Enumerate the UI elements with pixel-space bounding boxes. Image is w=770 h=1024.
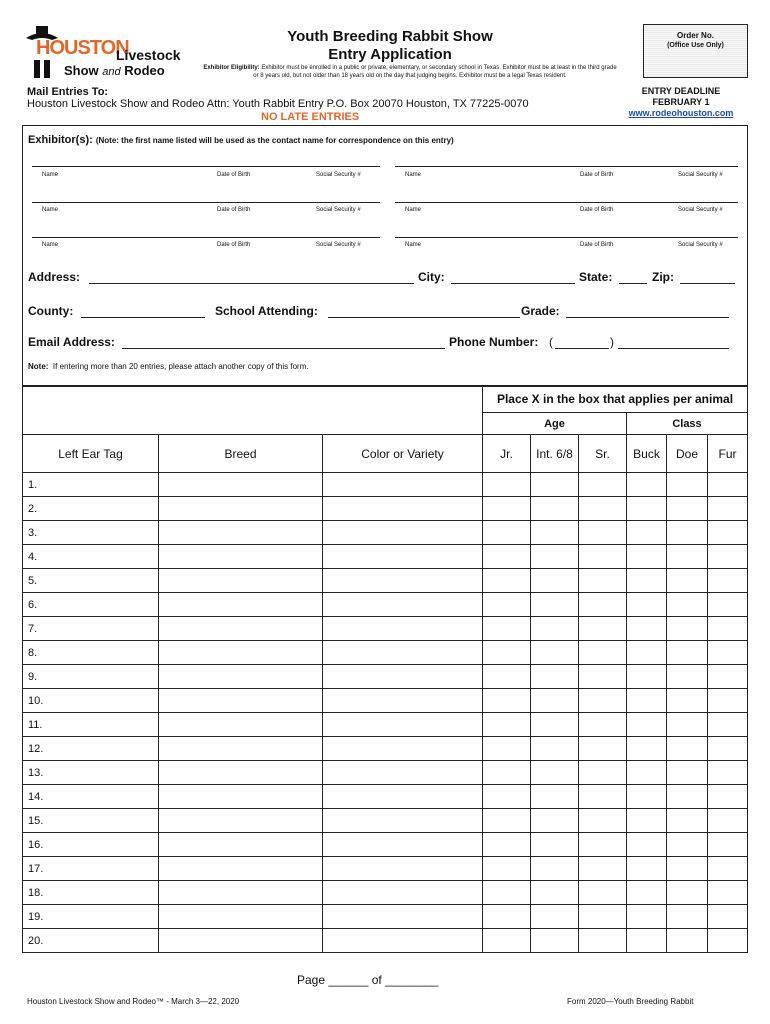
label-name: Name	[42, 242, 59, 248]
entry-cell[interactable]	[323, 905, 483, 929]
entry-cell[interactable]	[159, 665, 323, 689]
entry-cell[interactable]	[483, 473, 531, 497]
entry-cell[interactable]	[483, 617, 531, 641]
entry-cell[interactable]	[159, 521, 323, 545]
entry-cell[interactable]	[667, 857, 708, 881]
entry-cell[interactable]	[159, 881, 323, 905]
entry-cell[interactable]	[627, 641, 667, 665]
entry-cell[interactable]	[323, 473, 483, 497]
email-label: Email Address:	[28, 335, 115, 349]
entry-cell[interactable]	[667, 593, 708, 617]
entry-cell[interactable]	[531, 785, 579, 809]
entry-cell[interactable]	[627, 905, 667, 929]
school-field[interactable]	[328, 317, 520, 318]
mail-heading: Mail Entries To:	[27, 86, 109, 98]
entry-cell[interactable]	[708, 689, 748, 713]
entry-cell[interactable]	[627, 929, 667, 953]
entry-cell[interactable]	[483, 785, 531, 809]
entry-cell[interactable]	[579, 857, 627, 881]
entry-cell[interactable]	[708, 497, 748, 521]
entry-cell[interactable]	[323, 497, 483, 521]
label-dob: Date of Birth	[217, 207, 251, 213]
entry-cell[interactable]	[667, 545, 708, 569]
entry-cell[interactable]	[483, 857, 531, 881]
entry-cell[interactable]	[667, 881, 708, 905]
eligibility-text: Exhibitor Eligibility: Exhibitor must be enrolled in a public or private, elementary, or secondary school in Texas. Exhibitor must be at least in the third grade or 8 years old, but not older than 18 years old on the day that judging begins. Exhibitor must be a legal Texas resident.	[203, 65, 617, 79]
entry-cell[interactable]	[159, 929, 323, 953]
entry-cell[interactable]	[323, 737, 483, 761]
table-row	[23, 929, 748, 953]
row-number[interactable]: 13.	[23, 761, 159, 785]
entry-cell[interactable]	[627, 737, 667, 761]
no-late-entries: NO LATE ENTRIES	[261, 111, 360, 123]
age-header: Age	[483, 413, 627, 435]
entry-cell[interactable]	[531, 713, 579, 737]
table-row	[23, 473, 748, 497]
exhibitor-1-line[interactable]	[32, 166, 380, 167]
logo-houston: HOUSTON	[36, 37, 129, 59]
row-number[interactable]: 20.	[23, 929, 159, 953]
entry-cell[interactable]	[627, 713, 667, 737]
entry-cell[interactable]	[579, 545, 627, 569]
entry-cell[interactable]	[667, 473, 708, 497]
entry-cell[interactable]	[323, 761, 483, 785]
label-ssn: Social Security #	[678, 207, 723, 213]
entry-cell[interactable]	[627, 569, 667, 593]
col-doe: Doe	[667, 435, 708, 473]
entry-cell[interactable]	[323, 641, 483, 665]
city-label: City:	[418, 270, 445, 284]
row-number[interactable]: 7.	[23, 617, 159, 641]
entry-cell[interactable]	[579, 785, 627, 809]
label-name: Name	[42, 207, 59, 213]
logo-livestock: Livestock	[116, 47, 181, 63]
table-row	[23, 617, 748, 641]
label-dob: Date of Birth	[580, 207, 614, 213]
exhibitor-6-line[interactable]	[395, 237, 738, 238]
entry-cell[interactable]	[531, 617, 579, 641]
entry-cell[interactable]	[667, 617, 708, 641]
label-dob: Date of Birth	[217, 242, 251, 248]
label-ssn: Social Security #	[316, 172, 361, 178]
entry-cell[interactable]	[708, 593, 748, 617]
entry-cell[interactable]	[159, 785, 323, 809]
county-field[interactable]	[81, 317, 205, 318]
entry-cell[interactable]	[531, 857, 579, 881]
page-of: Page ______ of ________	[297, 973, 439, 987]
row-number[interactable]: 17.	[23, 857, 159, 881]
entry-cell[interactable]	[159, 473, 323, 497]
entry-cell[interactable]	[483, 737, 531, 761]
mail-address: Houston Livestock Show and Rodeo Attn: Youth Rabbit Entry P.O. Box 20070 Houston, TX 77225-0070	[27, 98, 529, 110]
table-row	[23, 857, 748, 881]
entries-note: Note: If entering more than 20 entries, please attach another copy of this form.	[28, 362, 309, 371]
label-name: Name	[405, 172, 422, 178]
entry-cell[interactable]	[708, 809, 748, 833]
entry-cell[interactable]	[579, 617, 627, 641]
row-number[interactable]: 14.	[23, 785, 159, 809]
entry-cell[interactable]	[667, 761, 708, 785]
row-number[interactable]: 10.	[23, 689, 159, 713]
phone-paren: )	[610, 335, 614, 349]
entry-cell[interactable]	[667, 665, 708, 689]
entry-cell[interactable]	[323, 665, 483, 689]
entry-cell[interactable]	[531, 569, 579, 593]
entry-cell[interactable]	[627, 593, 667, 617]
exhibitors-heading: Exhibitor(s): (Note: the first name listed will be used as the contact name for correspondence on this entry)	[28, 134, 454, 146]
entry-cell[interactable]	[579, 737, 627, 761]
entry-cell[interactable]	[531, 641, 579, 665]
label-name: Name	[405, 242, 422, 248]
footer-right: Form 2020—Youth Breeding Rabbit	[567, 997, 694, 1006]
website-link[interactable]: www.rodeohouston.com	[628, 108, 734, 118]
entry-cell[interactable]	[531, 881, 579, 905]
row-number[interactable]: 5.	[23, 569, 159, 593]
row-number[interactable]: 19.	[23, 905, 159, 929]
entry-cell[interactable]	[667, 737, 708, 761]
page-title: Youth Breeding Rabbit Show Entry Application	[287, 28, 493, 63]
logo-show-rodeo: Show and Rodeo	[64, 63, 165, 78]
entry-cell[interactable]	[531, 737, 579, 761]
entry-cell[interactable]	[483, 713, 531, 737]
entry-cell[interactable]	[531, 929, 579, 953]
row-number[interactable]: 3.	[23, 521, 159, 545]
entry-cell[interactable]	[667, 497, 708, 521]
table-row	[23, 521, 748, 545]
entry-cell[interactable]	[667, 713, 708, 737]
zip-label: Zip:	[652, 270, 674, 284]
entry-cell[interactable]	[667, 905, 708, 929]
table-row	[23, 905, 748, 929]
entry-cell[interactable]	[531, 473, 579, 497]
entry-cell[interactable]	[159, 593, 323, 617]
col-int: Int. 6/8	[531, 435, 579, 473]
table-row	[23, 881, 748, 905]
entry-cell[interactable]	[159, 569, 323, 593]
col-left-ear-tag: Left Ear Tag	[23, 435, 159, 473]
entry-cell[interactable]	[708, 737, 748, 761]
table-row	[23, 665, 748, 689]
entry-cell[interactable]	[531, 761, 579, 785]
phone-label: Phone Number:	[449, 335, 539, 349]
entry-cell[interactable]	[708, 545, 748, 569]
row-number[interactable]: 9.	[23, 665, 159, 689]
entry-cell[interactable]	[531, 593, 579, 617]
entry-cell[interactable]	[531, 833, 579, 857]
entry-cell[interactable]	[708, 569, 748, 593]
entry-cell[interactable]	[483, 809, 531, 833]
entry-cell[interactable]	[531, 905, 579, 929]
entry-cell[interactable]	[579, 833, 627, 857]
col-color-variety: Color or Variety	[323, 435, 483, 473]
entry-cell[interactable]	[579, 665, 627, 689]
entry-cell[interactable]	[579, 905, 627, 929]
entry-deadline: ENTRY DEADLINE FEBRUARY 1 www.rodeohouston.com	[616, 86, 746, 119]
entry-cell[interactable]	[579, 809, 627, 833]
table-row	[23, 545, 748, 569]
entry-cell[interactable]	[323, 521, 483, 545]
label-dob: Date of Birth	[580, 242, 614, 248]
entries-table	[22, 385, 748, 953]
order-number-box: Order No. (Office Use Only)	[643, 24, 748, 78]
entry-cell[interactable]	[483, 593, 531, 617]
entry-cell[interactable]	[627, 545, 667, 569]
label-dob: Date of Birth	[217, 172, 251, 178]
entry-cell[interactable]	[708, 641, 748, 665]
entry-cell[interactable]	[159, 497, 323, 521]
entry-cell[interactable]	[708, 833, 748, 857]
label-ssn: Social Security #	[316, 242, 361, 248]
entry-cell[interactable]	[667, 689, 708, 713]
entry-cell[interactable]	[708, 881, 748, 905]
exhibitor-4-line[interactable]	[395, 202, 738, 203]
entry-cell[interactable]	[667, 929, 708, 953]
entry-cell[interactable]	[627, 665, 667, 689]
entry-cell[interactable]	[531, 665, 579, 689]
entry-cell[interactable]	[708, 665, 748, 689]
row-number[interactable]: 8.	[23, 641, 159, 665]
grade-label: Grade:	[521, 304, 560, 318]
entry-cell[interactable]	[708, 929, 748, 953]
col-sr: Sr.	[579, 435, 627, 473]
entry-cell[interactable]	[579, 641, 627, 665]
entry-cell[interactable]	[323, 569, 483, 593]
entry-cell[interactable]	[323, 809, 483, 833]
entry-cell[interactable]	[531, 689, 579, 713]
table-row	[23, 833, 748, 857]
col-breed: Breed	[159, 435, 323, 473]
entry-cell[interactable]	[579, 689, 627, 713]
entry-cell[interactable]	[667, 521, 708, 545]
entry-cell[interactable]	[708, 617, 748, 641]
entry-cell[interactable]	[323, 689, 483, 713]
entry-cell[interactable]	[483, 665, 531, 689]
entry-cell[interactable]	[708, 521, 748, 545]
entry-cell[interactable]	[627, 833, 667, 857]
entry-cell[interactable]	[627, 761, 667, 785]
city-field[interactable]	[451, 283, 575, 284]
state-field[interactable]	[619, 283, 647, 284]
entry-cell[interactable]	[159, 761, 323, 785]
entry-cell[interactable]	[483, 641, 531, 665]
entry-cell[interactable]	[627, 521, 667, 545]
entry-cell[interactable]	[627, 809, 667, 833]
row-number[interactable]: 1.	[23, 473, 159, 497]
exhibitor-5-line[interactable]	[32, 237, 380, 238]
entry-cell[interactable]	[579, 497, 627, 521]
entry-cell[interactable]	[323, 833, 483, 857]
row-number[interactable]: 16.	[23, 833, 159, 857]
table-row	[23, 593, 748, 617]
entry-cell[interactable]	[579, 881, 627, 905]
table-row	[23, 761, 748, 785]
entry-cell[interactable]	[708, 905, 748, 929]
table-row	[23, 737, 748, 761]
entry-cell[interactable]	[323, 857, 483, 881]
entry-cell[interactable]	[159, 641, 323, 665]
entry-cell[interactable]	[627, 473, 667, 497]
entry-cell[interactable]	[627, 617, 667, 641]
entry-cell[interactable]	[159, 617, 323, 641]
col-buck: Buck	[627, 435, 667, 473]
entry-cell[interactable]	[667, 569, 708, 593]
entry-cell[interactable]	[531, 545, 579, 569]
row-number[interactable]: 12.	[23, 737, 159, 761]
row-number[interactable]: 18.	[23, 881, 159, 905]
entry-cell[interactable]	[159, 713, 323, 737]
entry-cell[interactable]	[579, 521, 627, 545]
entry-cell[interactable]	[579, 473, 627, 497]
row-number[interactable]: 4.	[23, 545, 159, 569]
entry-cell[interactable]	[483, 833, 531, 857]
entry-cell[interactable]	[159, 545, 323, 569]
county-label: County:	[28, 304, 74, 318]
table-row	[23, 569, 748, 593]
entry-cell[interactable]	[323, 617, 483, 641]
entry-cell[interactable]	[627, 689, 667, 713]
entry-cell[interactable]	[708, 761, 748, 785]
entry-cell[interactable]	[483, 545, 531, 569]
row-number[interactable]: 6.	[23, 593, 159, 617]
zip-field[interactable]	[680, 283, 735, 284]
entry-cell[interactable]	[483, 569, 531, 593]
entry-cell[interactable]	[627, 857, 667, 881]
entry-cell[interactable]	[708, 857, 748, 881]
row-number[interactable]: 15.	[23, 809, 159, 833]
entry-cell[interactable]	[159, 737, 323, 761]
hlsr-logo	[22, 20, 181, 82]
entry-cell[interactable]	[483, 881, 531, 905]
entry-cell[interactable]	[667, 809, 708, 833]
entry-cell[interactable]	[667, 641, 708, 665]
entry-cell[interactable]	[667, 833, 708, 857]
entry-cell[interactable]	[323, 713, 483, 737]
entry-cell[interactable]	[708, 785, 748, 809]
label-name: Name	[405, 207, 422, 213]
entry-cell[interactable]	[627, 497, 667, 521]
label-ssn: Social Security #	[316, 207, 361, 213]
entry-cell[interactable]	[483, 905, 531, 929]
label-name: Name	[42, 172, 59, 178]
table-row	[23, 497, 748, 521]
entry-cell[interactable]	[323, 881, 483, 905]
phone-number-field[interactable]	[618, 348, 729, 349]
instruction-header: Place X in the box that applies per animal	[483, 386, 748, 413]
col-fur: Fur	[708, 435, 748, 473]
entry-cell[interactable]	[483, 497, 531, 521]
row-number[interactable]: 11.	[23, 713, 159, 737]
entry-cell[interactable]	[323, 929, 483, 953]
entry-cell[interactable]	[159, 857, 323, 881]
entry-cell[interactable]	[159, 809, 323, 833]
table-row	[23, 713, 748, 737]
footer-left: Houston Livestock Show and Rodeo™ - March 3—22, 2020	[27, 997, 240, 1006]
address-label: Address:	[28, 270, 81, 284]
entry-cell[interactable]	[323, 593, 483, 617]
entry-cell[interactable]	[627, 785, 667, 809]
entry-cell[interactable]	[483, 521, 531, 545]
entry-cell[interactable]	[531, 521, 579, 545]
grade-field[interactable]	[566, 317, 729, 318]
entry-cell[interactable]	[159, 833, 323, 857]
address-field[interactable]	[89, 283, 414, 284]
table-row	[23, 785, 748, 809]
entry-cell[interactable]	[579, 761, 627, 785]
entry-cell[interactable]	[708, 713, 748, 737]
table-row	[23, 689, 748, 713]
entry-cell[interactable]	[483, 689, 531, 713]
entry-cell[interactable]	[323, 785, 483, 809]
exhibitor-2-line[interactable]	[395, 166, 738, 167]
phone-area-field[interactable]	[555, 348, 609, 349]
entry-cell[interactable]	[579, 929, 627, 953]
entry-cell[interactable]	[323, 545, 483, 569]
school-label: School Attending:	[215, 304, 318, 318]
label-ssn: Social Security #	[678, 172, 723, 178]
state-label: State:	[579, 270, 613, 284]
entry-cell[interactable]	[483, 929, 531, 953]
label-ssn: Social Security #	[678, 242, 723, 248]
entry-cell[interactable]	[579, 569, 627, 593]
entry-cell[interactable]	[531, 497, 579, 521]
exhibitor-3-line[interactable]	[32, 202, 380, 203]
entry-cell[interactable]	[483, 761, 531, 785]
entry-cell[interactable]	[627, 881, 667, 905]
entry-cell[interactable]	[667, 785, 708, 809]
entry-cell[interactable]	[159, 905, 323, 929]
col-jr: Jr.	[483, 435, 531, 473]
entry-cell[interactable]	[579, 713, 627, 737]
table-row	[23, 641, 748, 665]
label-dob: Date of Birth	[580, 172, 614, 178]
entry-cell[interactable]	[708, 473, 748, 497]
class-header: Class	[627, 413, 748, 435]
email-field[interactable]	[122, 348, 445, 349]
entry-cell[interactable]	[579, 593, 627, 617]
entry-cell[interactable]	[531, 809, 579, 833]
table-row	[23, 809, 748, 833]
phone-paren: (	[549, 335, 553, 349]
entry-cell[interactable]	[159, 689, 323, 713]
row-number[interactable]: 2.	[23, 497, 159, 521]
